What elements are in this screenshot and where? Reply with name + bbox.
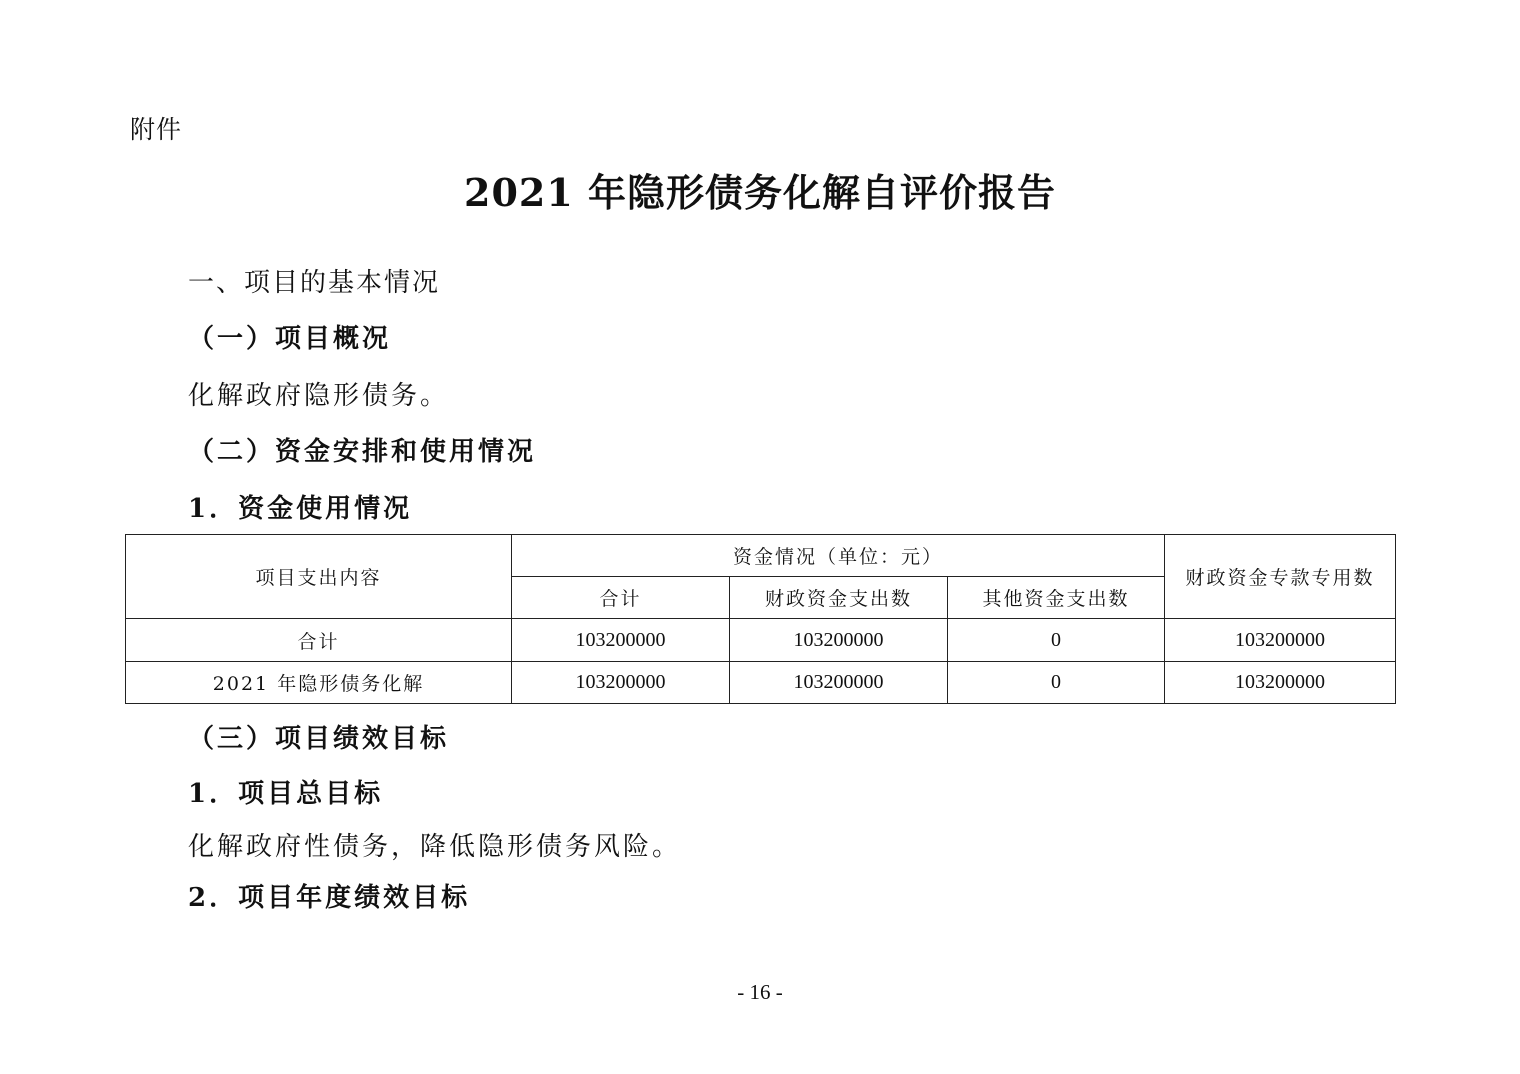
overview-text: 化解政府隐形债务。 [188, 381, 450, 411]
cell-fiscal: 103200000 [730, 662, 948, 704]
cell-other: 0 [948, 662, 1165, 704]
table-row [126, 619, 1396, 662]
header-fiscal: 财政资金支出数 [730, 577, 948, 619]
overall-target-text: 化解政府性债务，降低隐形债务风险。 [188, 832, 682, 862]
cell-special: 103200000 [1165, 619, 1396, 662]
header-special-use: 财政资金专款专用数 [1165, 535, 1396, 619]
page-number: - 16 - [737, 980, 783, 1004]
header-total: 合计 [512, 577, 730, 619]
item-heading-annual-target: 2．项目年度绩效目标 [188, 883, 471, 913]
attachment-label: 附件 [130, 115, 183, 144]
subsection-heading-overview: （一）项目概况 [188, 324, 392, 354]
cell-total: 103200000 [512, 619, 730, 662]
item-heading-fund-usage: 1．资金使用情况 [188, 494, 413, 524]
cell-content: 2021 年隐形债务化解 [126, 662, 512, 704]
header-other: 其他资金支出数 [948, 577, 1165, 619]
cell-fiscal: 103200000 [730, 619, 948, 662]
fund-usage-table [125, 534, 1396, 704]
subsection-heading-funds: （二）资金安排和使用情况 [188, 437, 537, 467]
cell-other: 0 [948, 619, 1165, 662]
header-content: 项目支出内容 [126, 535, 512, 619]
subsection-heading-targets: （三）项目绩效目标 [188, 724, 450, 754]
section-heading-basic-info: 一、项目的基本情况 [188, 268, 441, 298]
header-funds-group: 资金情况（单位：元） [512, 535, 1165, 577]
document-title: 2021 年隐形债务化解自评价报告 [464, 170, 1056, 215]
cell-total: 103200000 [512, 662, 730, 704]
cell-special: 103200000 [1165, 662, 1396, 704]
cell-content: 合计 [126, 619, 512, 662]
item-heading-overall-target: 1．项目总目标 [188, 779, 384, 809]
table-row [126, 662, 1396, 704]
table-header-row [126, 535, 1396, 577]
